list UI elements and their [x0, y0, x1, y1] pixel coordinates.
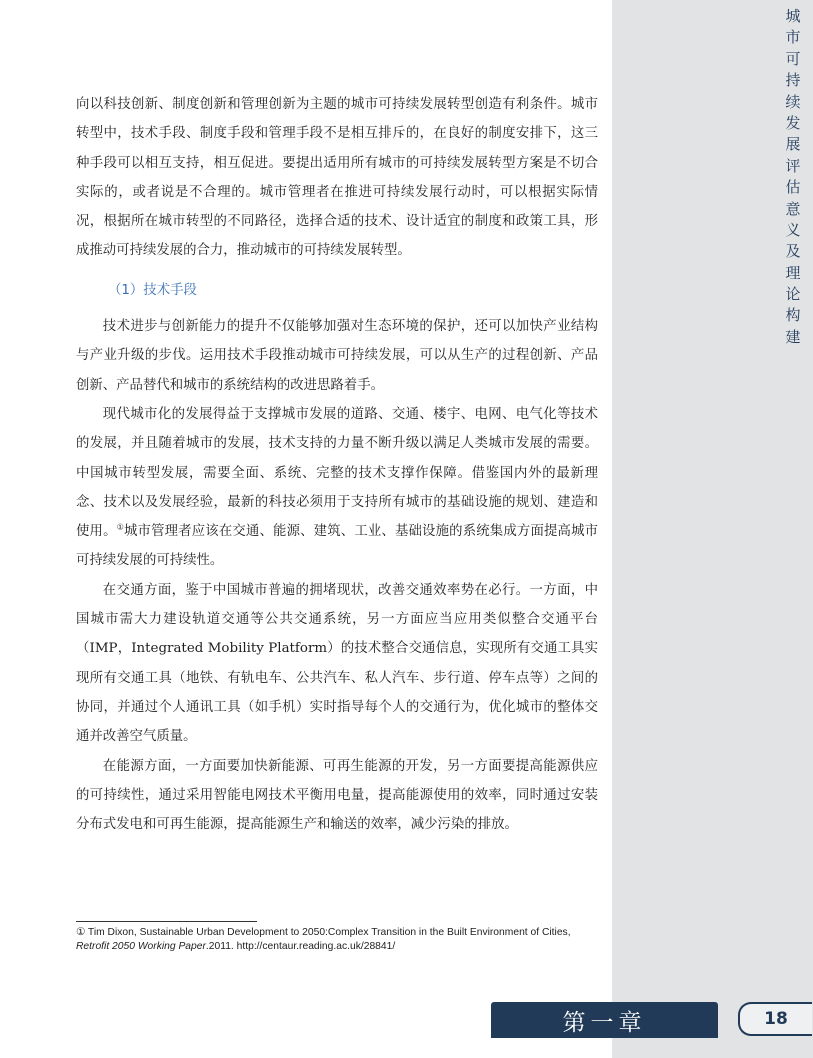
- running-title-char: 建: [785, 327, 801, 346]
- page-number: 18: [738, 1002, 812, 1036]
- paragraph-urbanization-b: 城市管理者应该在交通、能源、建筑、工业、基础设施的系统集成方面提高城市可持续发展的可持续性。: [76, 524, 599, 569]
- footnote-text: Tim Dixon, Sustainable Urban Development to 2050:Complex Transition in the Built Environment of Cities,: [85, 927, 571, 938]
- running-title-char: 市: [785, 28, 801, 47]
- running-title-char: 续: [785, 92, 801, 111]
- running-title-char: 构: [785, 306, 801, 325]
- paragraph-transport: 在交通方面，鉴于中国城市普遍的拥堵现状，改善交通效率势在必行。一方面，中国城市需大力建设轨道交通等公共交通系统，另一方面应当应用类似整合交通平台（IMP，Integrated Mobility Platform）的技术整合交通信息，实现所有交通工具实现所有交通工具（地铁、有轨电车、公共汽车、私人汽车、步行道、停车点等）之间的协同，并通过个人通讯工具（如手机）实时指导每个人的交通行为，优化城市的整体交通并改善空气质量。: [76, 582, 598, 745]
- running-title-char: 估: [785, 178, 801, 197]
- running-title: [782, 6, 804, 348]
- footnote-marker: ①: [76, 927, 86, 938]
- chapter-tab: 第一章: [491, 1002, 718, 1038]
- running-title-char: 评: [785, 156, 801, 175]
- footnote-link-text: .2011. http://centaur.reading.ac.uk/28841/: [205, 941, 396, 952]
- footnote: [76, 926, 596, 954]
- paragraph-urbanization-a: 现代城市化的发展得益于支撑城市发展的道路、交通、楼宇、电网、电气化等技术的发展，并且随着城市的发展，技术支持的力量不断升级以满足人类城市发展的需要。中国城市转型发展，需要全面、系统、完整的技术支撑作保障。借鉴国内外的最新理念、技术以及发展经验，最新的科技必须用于支持所有城市的基础设施的规划、建造和使用。: [76, 406, 598, 540]
- running-title-char: 发: [785, 113, 801, 132]
- paragraph-energy: 在能源方面，一方面要加快新能源、可再生能源的开发，另一方面要提高能源供应的可持续性，通过采用智能电网技术平衡用电量，提高能源使用的效率，同时通过安装分布式发电和可再生能源，提高能源生产和输送的效率，减少污染的排放。: [76, 758, 598, 833]
- footnote-reference[interactable]: ①: [116, 522, 124, 532]
- running-title-char: 可: [785, 49, 801, 68]
- running-title-char: 及: [785, 242, 801, 261]
- section-subheading: （1）技术手段: [108, 282, 197, 298]
- paragraph-urbanization: [76, 400, 598, 576]
- running-title-char: 理: [785, 263, 801, 282]
- running-title-char: 持: [785, 71, 801, 90]
- paragraph-tech-progress: 技术进步与创新能力的提升不仅能够加强对生态环境的保护，还可以加快产业结构与产业升级的步伐。运用技术手段推动城市可持续发展，可以从生产的过程创新、产品创新、产品替代和城市的系统结构的改进思路着手。: [76, 319, 598, 393]
- running-title-char: 城: [785, 7, 801, 25]
- body-text: [76, 90, 598, 839]
- footnote-divider: [76, 921, 257, 922]
- running-title-char: 意: [785, 199, 801, 218]
- running-title-char: 论: [785, 285, 801, 304]
- running-title-char: 展: [785, 135, 801, 154]
- footnote-italic-title: Retrofit 2050 Working Paper: [76, 941, 206, 952]
- running-title-char: 义: [785, 220, 801, 239]
- paragraph-intro-continuation: 向以科技创新、制度创新和管理创新为主题的城市可持续发展转型创造有利条件。城市转型中，技术手段、制度手段和管理手段不是相互排斥的，在良好的制度安排下，这三种手段可以相互支持，相互促进。要提出适用所有城市的可持续发展转型方案是不切合实际的，或者说是不合理的。城市管理者在推进可持续发展行动时，可以根据实际情况，根据所在城市转型的不同路径，选择合适的技术、设计适宜的制度和政策工具，形成推动可持续发展的合力，推动城市的可持续发展转型。: [76, 97, 598, 259]
